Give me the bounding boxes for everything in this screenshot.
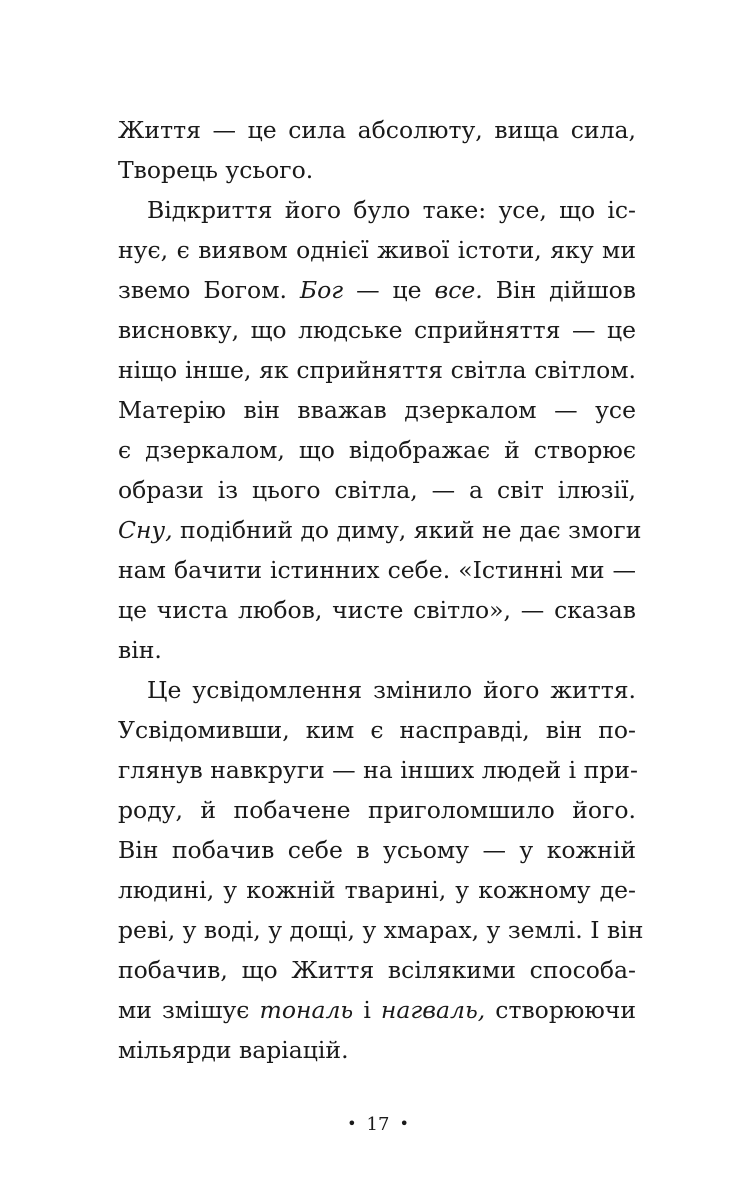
text-line: Життя — це сила абсолюту, вища сила, bbox=[118, 116, 636, 144]
text-line: мільярди варіацій. bbox=[118, 1036, 349, 1064]
text-line: Творець усього. bbox=[118, 156, 314, 184]
text-line: Усвідомивши, ким є насправді, він по- bbox=[118, 716, 636, 744]
text-line: Відкриття його було таке: усе, що іс- bbox=[147, 196, 636, 224]
text-line: висновку, що людське сприйняття — це bbox=[118, 316, 636, 344]
page-body-text bbox=[118, 110, 644, 1070]
text-line bbox=[118, 990, 636, 1030]
text-line: є дзеркалом, що відображає й створює bbox=[118, 436, 636, 464]
text-line: реві, у воді, у дощі, у хмарах, у землі. І він bbox=[118, 916, 644, 944]
text-fragment: ми змішує bbox=[118, 996, 250, 1024]
text-line: нує, є виявом однієї живої істоти, яку ми bbox=[118, 236, 636, 264]
text-line: Це усвідомлення змінило його життя. bbox=[147, 676, 636, 704]
text-line: образи із цього світла, — а світ ілюзії, bbox=[118, 476, 636, 504]
italic-fragment: нагваль, bbox=[380, 996, 486, 1024]
italic-fragment: все. bbox=[434, 276, 483, 304]
page-footer bbox=[0, 1112, 756, 1137]
bullet-left: • bbox=[347, 1114, 357, 1133]
text-fragment: і bbox=[363, 996, 371, 1024]
text-fragment: — це bbox=[356, 276, 422, 304]
text-line: ніщо інше, як сприйняття світла світлом. bbox=[118, 356, 636, 384]
text-line bbox=[118, 510, 642, 550]
text-line: побачив, що Життя всілякими способа- bbox=[118, 956, 636, 984]
page-number: 17 bbox=[366, 1114, 390, 1135]
bullet-right: • bbox=[399, 1114, 409, 1133]
text-fragment: створюючи bbox=[495, 996, 636, 1024]
text-line: він. bbox=[118, 636, 162, 664]
text-line: нам бачити істинних себе. «Істинні ми — bbox=[118, 556, 636, 584]
text-line: людині, у кожній тварині, у кожному де- bbox=[118, 876, 636, 904]
text-line bbox=[118, 270, 636, 310]
italic-fragment: Сну, bbox=[118, 516, 173, 544]
italic-fragment: Бог bbox=[299, 276, 344, 304]
text-fragment: Він дійшов bbox=[495, 276, 636, 304]
text-line: роду, й побачене приголомшило його. bbox=[118, 796, 636, 824]
text-line: Він побачив себе в усьому — у кожній bbox=[118, 836, 636, 864]
text-line: Матерію він вважав дзеркалом — усе bbox=[118, 396, 636, 424]
text-fragment: подібний до диму, який не дає змоги bbox=[180, 516, 642, 544]
text-line: глянув навкруги — на інших людей і при- bbox=[118, 756, 638, 784]
text-line: це чиста любов, чисте світло», — сказав bbox=[118, 596, 636, 624]
text-fragment: звемо Богом. bbox=[118, 276, 287, 304]
italic-fragment: тональ bbox=[259, 996, 354, 1024]
